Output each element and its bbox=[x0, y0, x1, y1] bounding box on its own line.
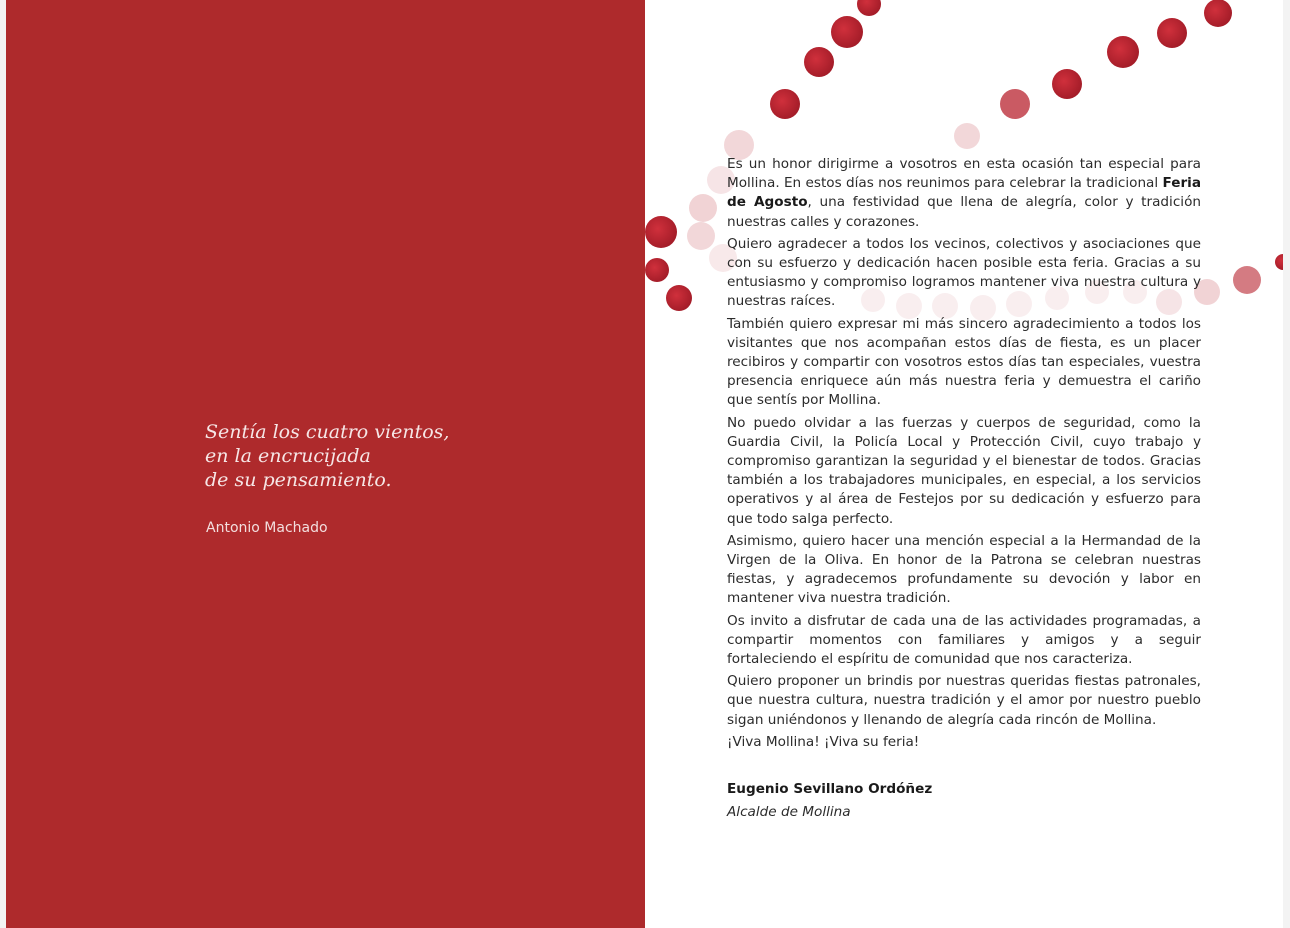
decor-dot bbox=[954, 123, 980, 149]
quote-line: en la encrucijada bbox=[205, 445, 371, 467]
decor-dot bbox=[1233, 266, 1261, 294]
feria-highlight: Feria de Agosto bbox=[727, 175, 1201, 211]
decor-dot bbox=[1204, 0, 1232, 27]
signature bbox=[727, 778, 1201, 824]
quote-author: Antonio Machado bbox=[206, 520, 328, 536]
quote-line: de su pensamiento. bbox=[205, 469, 392, 491]
left-page bbox=[6, 0, 645, 928]
decor-dot bbox=[1000, 89, 1030, 119]
letter-paragraph: Asimismo, quiero hacer una mención especial a la Hermandad de la Virgen de la Oliva. En honor de la Patrona se celebran nuestras fiestas, y agradecemos profundamente su devoción y labor en mantener viva nuestra tradición. bbox=[727, 532, 1201, 607]
letter-paragraph: Os invito a disfrutar de cada una de las actividades programadas, a compartir momentos con familiares y amigos y a seguir fortaleciendo el espíritu de comunidad que nos caracteriza. bbox=[727, 612, 1201, 668]
quote-line: Sentía los cuatro vientos, bbox=[205, 421, 450, 443]
mayor-letter bbox=[727, 155, 1201, 824]
decor-dot bbox=[1052, 69, 1082, 99]
decor-dot bbox=[770, 89, 800, 119]
signature-role: Alcalde de Mollina bbox=[727, 804, 851, 821]
decor-dot bbox=[1275, 254, 1283, 270]
poem-quote bbox=[205, 420, 505, 492]
letter-paragraph: No puedo olvidar a las fuerzas y cuerpos de seguridad, como la Guardia Civil, la Policía Local y Protección Civil, cuyo trabajo y compromiso garantizan la seguridad y el bienestar de todos. Gracias también a los trabajadores municipales, en especial, a los servicios operativos y al área de Festejos por su dedicación y esfuerzo para que todo salga perfecto. bbox=[727, 414, 1201, 527]
right-page bbox=[645, 0, 1283, 928]
letter-closing: ¡Viva Mollina! ¡Viva su feria! bbox=[727, 733, 920, 750]
decor-dot bbox=[831, 16, 863, 48]
decor-dot bbox=[645, 258, 669, 282]
decor-dot bbox=[666, 285, 692, 311]
decor-dot bbox=[645, 216, 677, 248]
signature-name: Eugenio Sevillano Ordóñez bbox=[727, 781, 933, 798]
decor-dot bbox=[857, 0, 881, 16]
decor-dot bbox=[687, 222, 715, 250]
decor-dot bbox=[1157, 18, 1187, 48]
decor-dot bbox=[804, 47, 834, 77]
decor-dot bbox=[1107, 36, 1139, 68]
letter-paragraph: También quiero expresar mi más sincero agradecimiento a todos los visitantes que nos acompañan estos días de fiesta, es un placer recibiros y compartir con vosotros estos días tan especiales, vuestra presencia enriquece aún más nuestra feria y demuestra el cariño que sentís por Mollina. bbox=[727, 315, 1201, 409]
letter-paragraph: Quiero agradecer a todos los vecinos, colectivos y asociaciones que con su esfuerzo y dedicación hacen posible esta feria. Gracias a su entusiasmo y compromiso logramos mantener viva nuestra cultura y nuestras raíces. bbox=[727, 235, 1201, 310]
letter-paragraph: Es un honor dirigirme a vosotros en esta ocasión tan especial para Mollina. En estos días nos reunimos para celebrar la tradicional Feria de Agosto, una festividad que llena de alegría, color y tradición nuestras calles y corazones. bbox=[727, 156, 1201, 230]
decor-dot bbox=[689, 194, 717, 222]
letter-paragraph: Quiero proponer un brindis por nuestras queridas fiestas patronales, que nuestra cultura, nuestra tradición y el amor por nuestro pueblo sigan uniéndonos y llenando de alegría cada rincón de Mollina. bbox=[727, 673, 1201, 728]
